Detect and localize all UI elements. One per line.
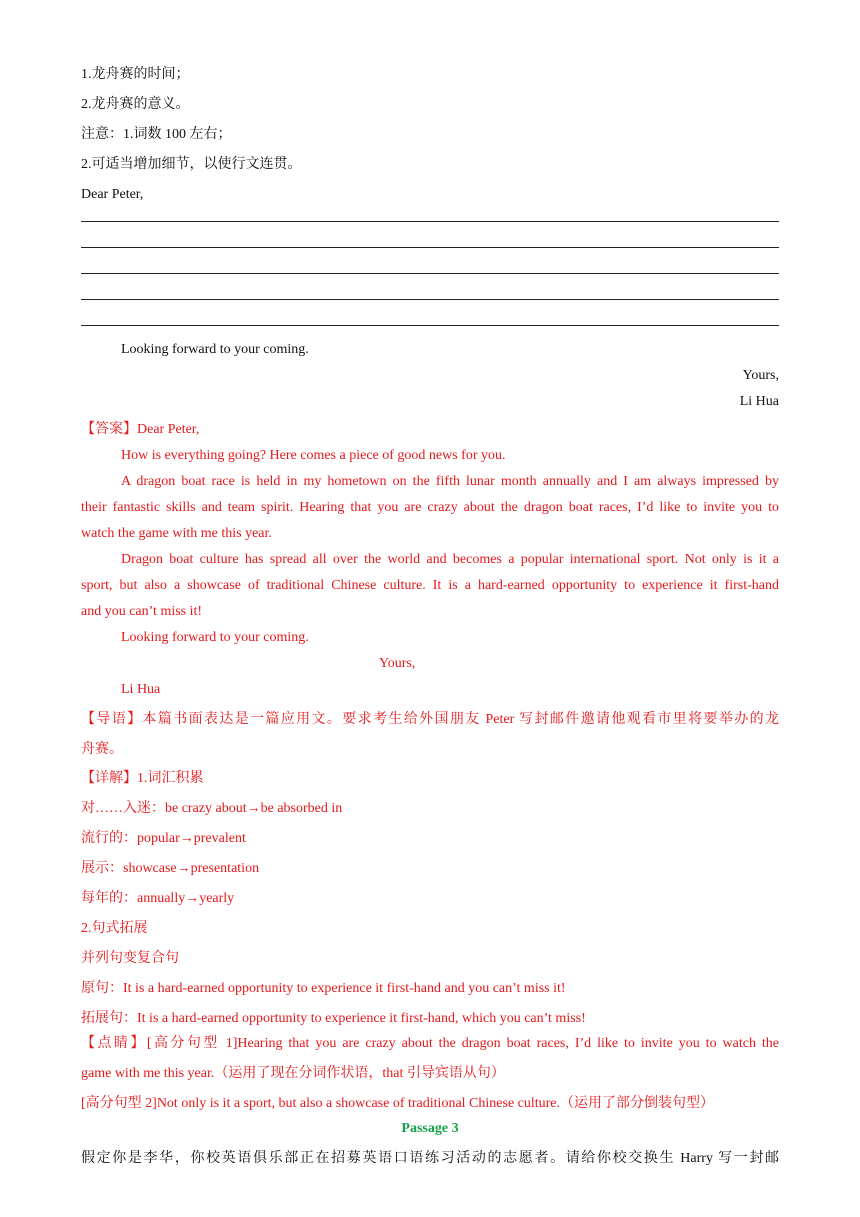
highlight-text: [高分句型 1]Hearing that you are crazy about the dragon boat races, I’d like to invite you to watch the: [146, 1036, 780, 1051]
vocab-2: 流行的：popular→prevalent: [81, 831, 246, 846]
passage-block: [81, 1118, 779, 1172]
answer-header: [81, 417, 779, 443]
note-2: 2.可适当增加细节，以使行文连贯。: [81, 157, 302, 172]
answer-p3-line3: and you can’t miss it!: [81, 604, 203, 619]
guide-block: [81, 707, 779, 763]
letter-greeting: Dear Peter,: [81, 187, 144, 202]
writing-line: [81, 274, 779, 300]
detail-block: [81, 766, 779, 1032]
highlight-line2: game with me this year.（运用了现在分词作状语，that 引导宾语从句）: [81, 1066, 505, 1081]
requirement-1: 1.龙舟赛的时间；: [81, 67, 190, 82]
requirements-block: [81, 62, 779, 208]
highlight-line1: [81, 1031, 779, 1057]
answer-greeting: Dear Peter,: [137, 422, 200, 437]
vocab-3: 展示：showcase→presentation: [81, 861, 260, 876]
letter-closing: Looking forward to your coming.: [121, 342, 309, 357]
answer-p3-line2: sport, but also a showcase of traditional Chinese culture. It is a hard-earned opportunity to experience it first-hand: [81, 578, 779, 593]
answer-p2-line2: their fantastic skills and team spirit. Hearing that you are crazy about the dragon boat races, I’d like to invite you to: [81, 500, 779, 515]
answer-signature: Li Hua: [121, 682, 161, 697]
highlight-tag: 【点睛】: [81, 1036, 147, 1051]
writing-line: [81, 196, 779, 222]
answer-yours: Yours,: [379, 656, 416, 671]
passage-line1: 假定你是李华，你校英语俱乐部正在招募英语口语练习活动的志愿者。请给你校交换生 Harry 写一封邮: [81, 1151, 779, 1166]
writing-line: [81, 300, 779, 326]
letter-signature: Li Hua: [739, 394, 779, 409]
detail-subheading: 并列句变复合句: [81, 951, 179, 966]
vocab-1: 对……入迷：be crazy about→be absorbed in: [81, 801, 343, 816]
original-sentence: 原句：It is a hard-earned opportunity to experience it first-hand and you can’t miss it!: [81, 981, 566, 996]
detail-heading-2: 2.句式拓展: [81, 921, 148, 936]
highlight-block: [81, 1031, 779, 1117]
note-1: 注意：1.词数 100 左右；: [81, 127, 232, 142]
passage-title: Passage 3: [401, 1121, 459, 1136]
requirement-2: 2.龙舟赛的意义。: [81, 97, 190, 112]
detail-header: [81, 766, 779, 792]
answer-block: [81, 417, 779, 703]
letter-yours: Yours,: [742, 368, 779, 383]
answer-p3-line1: Dragon boat culture has spread all over the world and becomes a popular international sport. Not only is it a: [121, 552, 779, 567]
answer-tag: 【答案】: [81, 422, 137, 437]
writing-lines: [81, 202, 779, 332]
highlight-line3: [高分句型 2]Not only is it a sport, but also a showcase of traditional Chinese culture.（运用了部分倒装句型）: [81, 1096, 715, 1111]
writing-line: [81, 248, 779, 274]
answer-p2-line3: watch the game with me this year.: [81, 526, 272, 541]
answer-closing: Looking forward to your coming.: [121, 630, 309, 645]
detail-heading-1: 1.词汇积累: [137, 771, 204, 786]
guide-line2: 舟赛。: [81, 742, 123, 757]
extended-sentence: 拓展句：It is a hard-earned opportunity to experience it first-hand, which you can’t miss!: [81, 1011, 586, 1026]
guide-text: 本篇书面表达是一篇应用文。要求考生给外国朋友 Peter 写封邮件邀请他观看市里将要举办的龙: [142, 712, 780, 727]
answer-p1: How is everything going? Here comes a piece of good news for you.: [121, 448, 506, 463]
answer-p2-line1: A dragon boat race is held in my hometown on the fifth lunar month annually and I am always impressed by: [121, 474, 779, 489]
vocab-4: 每年的：annually→yearly: [81, 891, 235, 906]
guide-tag: 【导语】: [81, 712, 143, 727]
letter-ending: [81, 337, 779, 415]
guide-line1: [81, 707, 779, 733]
detail-tag: 【详解】: [81, 771, 137, 786]
writing-line: [81, 222, 779, 248]
